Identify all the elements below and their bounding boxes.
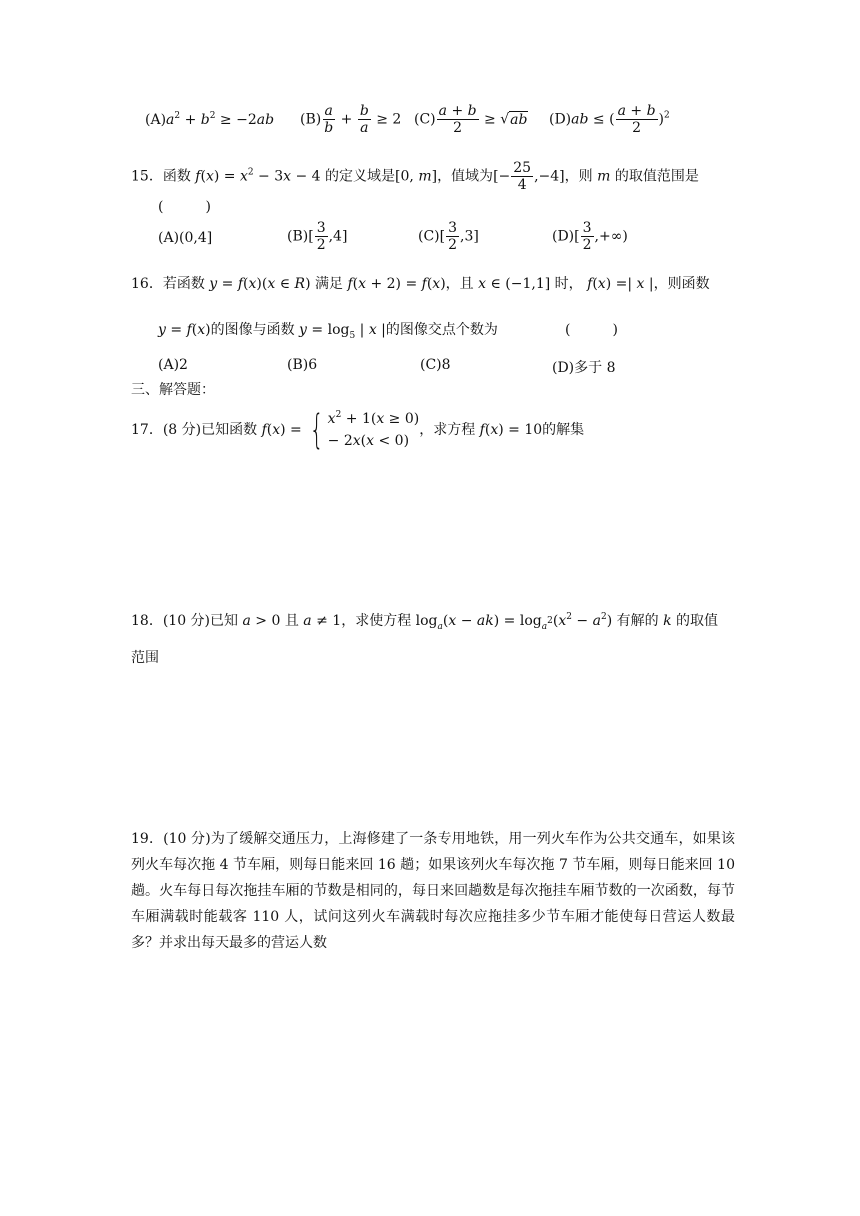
q16-stem-line-2: y = f(x)的图像与函数 $y = \log_5$ | x |的图像交点个数为 [158, 322, 498, 341]
q15-answer-paren: ( ) [158, 199, 211, 215]
q15-text-2: 的定义域是 [325, 168, 396, 185]
q18-text-5: 的取值 [676, 613, 718, 629]
q15-text-4: ，则 [564, 168, 593, 185]
q14-choice-c-label: (C) [414, 111, 436, 128]
q16-choice-c: (C)8 [420, 357, 451, 373]
q16-stem-line-1: 16．若函数 y = f(x)(x ∈ R) 满足 f(x + 2) = f(x)，且 x ∈ (−1,1] 时， f(x) =| x |，则函数 [131, 276, 710, 292]
q18-stem-line-1: 18．(10 分)已知 a > 0 且 a ≠ 1，求使方程 $\log_a(x - ak) = \log_{a^2}(x^2 - a^2)$ 有解的 k 的取值 [131, 612, 718, 632]
q14-choice-b-label: (B) [300, 111, 322, 128]
q17-stem: 17．(8 分)已知函数 f(x) = { $x^2 + 1(x \ge 0)$ − 2x(x < 0) ，求方程 f(x) = 10的解集 [131, 407, 585, 453]
q16-choice-b: (B)6 [287, 357, 318, 373]
q17-text-1: (8 分)已知函数 [162, 422, 258, 438]
q15-choice-d-label: (D) [552, 228, 575, 245]
q16-choice-a: (A)2 [158, 357, 188, 373]
q15-text-3: ，值域为 [437, 168, 494, 185]
q16-text-2: 满足 [314, 276, 343, 292]
q18-text-1: (10 分)已知 [162, 613, 239, 629]
q15-choice-c-label: (C) [418, 228, 440, 245]
q16-text-5: ，则函数 [653, 276, 710, 292]
q14-choice-b: (B) $\frac{a}{b}$ + $\frac{b}{a}$ ≥ 2 [300, 103, 402, 136]
q16-text-4: 时， [554, 276, 583, 292]
q15-stem: 15．函数 $f(x) = x^2 - 3x - 4$ 的定义域是[0, m]，值域为[− $\frac{25}{4}$ ,−4]，则 m 的取值范围是 [131, 160, 699, 193]
q18-text-4: 有解的 [616, 613, 659, 629]
q16-text-3: ，且 [445, 276, 474, 292]
q14-choice-d: (D)ab ≤ ( $\frac{a + b}{2}$ )$^2$ [549, 103, 670, 136]
q15-choice-a-label: (A) [158, 230, 180, 246]
q17-number: 17． [131, 422, 163, 438]
q15-text-1: 函数 [162, 168, 191, 185]
q18-stem-line-2: 范围 [131, 650, 159, 666]
q14-choice-c: (C) $\frac{a + b}{2}$ ≥ √ab [414, 103, 528, 136]
q15-text-5: 的取值范围是 [614, 168, 699, 185]
q18-text-2: 且 [284, 613, 299, 629]
q16-text-7: 的图像交点个数为 [385, 322, 498, 338]
q15-choice-b: (B)[ $\frac{3}{2}$ ,4] [287, 220, 348, 253]
q15-number: 15． [131, 168, 163, 185]
q16-answer-paren: ( ) [565, 322, 618, 338]
q15-choice-c: (C)[ $\frac{3}{2}$ ,3] [418, 220, 479, 253]
q14-choice-a: $(A)a^2 + b^2 \ge -2ab$ [145, 111, 275, 128]
q16-text-1: 若函数 [162, 276, 205, 292]
q18-number: 18． [131, 613, 163, 629]
q18-text-3: ，求使方程 [341, 613, 412, 629]
section-heading: 三、解答题： [131, 382, 215, 398]
q15-choice-a: (A)(0,4] [158, 230, 213, 246]
q16-text-6: 的图像与函数 [210, 322, 295, 338]
q14-choice-a-label: (A) [145, 112, 167, 128]
q17-text-2: ，求方程 [419, 422, 476, 438]
q19-paragraph: 19．(10 分)为了缓解交通压力，上海修建了一条专用地铁，用一列火车作为公共交通车，如果该列火车每次拖 4 节车厢，则每日能来回 16 趟；如果该列火车每次拖 7 节车厢，则每日能来回 10 趟。火车每日每次拖挂车厢的节数是相同的，每日来回趟数是每次拖挂车厢节数的一次函数，每节车厢满载时能载客 110 人，试问这列火车满载时每次应拖挂多少节车厢才能使每日营运人数最多？并求出每天最多的营运人数 [131, 831, 735, 951]
q16-number: 16． [131, 276, 163, 292]
q14-choice-d-label: (D) [549, 111, 572, 128]
q15-choice-d: (D)[ $\frac{3}{2}$ ,+∞) [552, 220, 628, 253]
q17-text-3: 的解集 [542, 422, 585, 438]
q15-choice-b-label: (B) [287, 228, 309, 245]
q16-choice-d: (D)多于 8 [552, 360, 616, 376]
